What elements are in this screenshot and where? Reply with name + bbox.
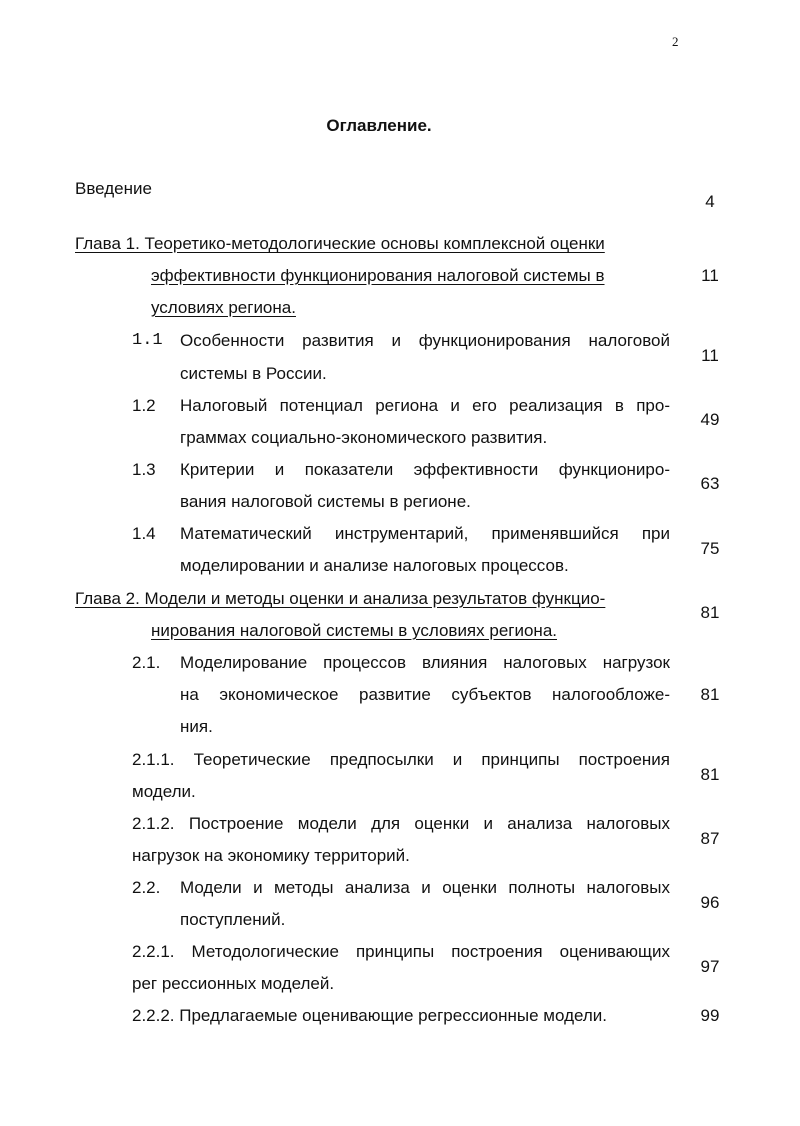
section-2-2-2-page: 99 bbox=[700, 1006, 720, 1025]
section-1-1-page: 11 bbox=[701, 346, 719, 365]
section-2-1-2-page: 87 bbox=[700, 829, 720, 848]
section-2-1-line-2: на экономическое развитие субъектов налогообложе- bbox=[180, 685, 670, 704]
toc-intro-page: 4 bbox=[705, 192, 715, 211]
section-2-2-1-line-2: рег рессионных моделей. bbox=[132, 974, 335, 993]
section-1-4-page: 75 bbox=[700, 539, 720, 558]
section-1-2-line-2: граммах социально-экономического развития. bbox=[180, 428, 548, 447]
section-1-3-line-1: Критерии и показатели эффективности функциониро- bbox=[180, 460, 670, 479]
section-2-1-1-page: 81 bbox=[700, 765, 720, 784]
section-1-4-number: 1.4 bbox=[132, 524, 156, 543]
section-1-1-line-1: Особенности развития и функционирования налоговой bbox=[180, 331, 670, 350]
toc-intro-label: Введение bbox=[75, 179, 152, 198]
section-2-2-page: 96 bbox=[700, 893, 720, 912]
section-2-1-line-3: ния. bbox=[180, 717, 213, 736]
section-2-1-number: 2.1. bbox=[132, 653, 161, 672]
section-2-1-1-line-1: 2.1.1. Теоретические предпосылки и принципы построения bbox=[132, 750, 670, 769]
chapter1-line-3: условиях региона. bbox=[151, 298, 296, 317]
section-1-1-number: 1.1 bbox=[132, 331, 163, 350]
section-2-2-number: 2.2. bbox=[132, 878, 161, 897]
section-1-3-number: 1.3 bbox=[132, 460, 156, 479]
chapter2-page: 81 bbox=[700, 603, 720, 622]
section-2-1-2-line-1: 2.1.2. Построение модели для оценки и анализа налоговых bbox=[132, 814, 670, 833]
section-2-1-page: 81 bbox=[700, 685, 720, 704]
section-2-2-1-page: 97 bbox=[700, 957, 720, 976]
section-1-3-line-2: вания налоговой системы в регионе. bbox=[180, 492, 471, 511]
section-2-2-1-line-1: 2.2.1. Методологические принципы построения оценивающих bbox=[132, 942, 670, 961]
chapter1-line-2: эффективности функционирования налоговой системы в bbox=[151, 266, 605, 285]
section-2-2-line-1: Модели и методы анализа и оценки полноты налоговых bbox=[180, 878, 670, 897]
section-1-2-page: 49 bbox=[700, 410, 720, 429]
section-2-2-line-2: поступлений. bbox=[180, 910, 286, 929]
section-2-2-2-line-1: 2.2.2. Предлагаемые оценивающие регрессионные модели. bbox=[132, 1006, 608, 1025]
chapter1-line-1: Глава 1. Теоретико-методологические основы комплексной оценки bbox=[75, 234, 605, 253]
section-1-2-number: 1.2 bbox=[132, 396, 156, 415]
toc-title: Оглавление. bbox=[326, 116, 432, 135]
chapter2-line-2: нирования налоговой системы в условиях региона. bbox=[151, 621, 557, 640]
section-1-1-line-2: системы в России. bbox=[180, 364, 327, 383]
chapter1-page: 11 bbox=[701, 266, 719, 285]
chapter2-line-1: Глава 2. Модели и методы оценки и анализа результатов функцио- bbox=[75, 589, 606, 608]
section-2-1-2-line-2: нагрузок на экономику территорий. bbox=[132, 846, 410, 865]
section-1-2-line-1: Налоговый потенциал региона и его реализация в про- bbox=[180, 396, 670, 415]
section-1-3-page: 63 bbox=[700, 474, 720, 493]
section-1-4-line-2: моделировании и анализе налоговых процессов. bbox=[180, 556, 569, 575]
section-1-4-line-1: Математический инструментарий, применявшийся при bbox=[180, 524, 670, 543]
section-2-1-line-1: Моделирование процессов влияния налоговых нагрузок bbox=[180, 653, 670, 672]
page-number: 2 bbox=[672, 34, 679, 49]
section-2-1-1-line-2: модели. bbox=[132, 782, 196, 801]
